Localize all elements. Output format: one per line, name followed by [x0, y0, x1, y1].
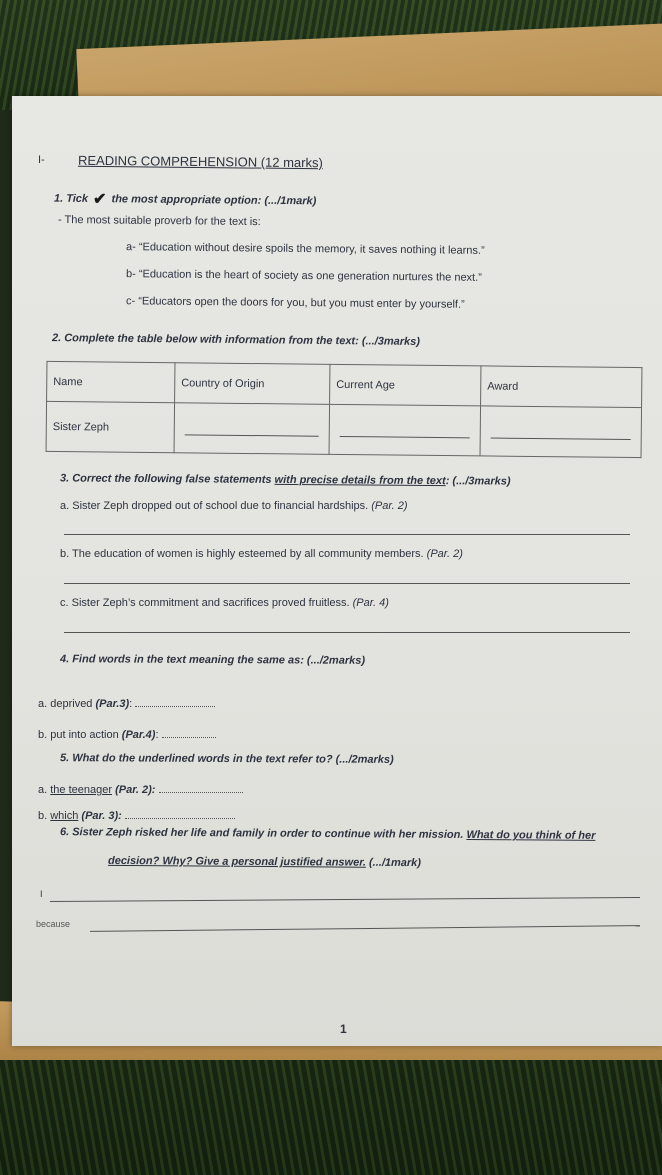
- q4-answer-dots-a[interactable]: [135, 697, 215, 707]
- q5-answer-dots-b[interactable]: [125, 809, 235, 819]
- q1-option-c: c- “Educators open the doors for you, but you must enter by yourself.”: [125, 295, 465, 311]
- q1-option-b: b- “Education is the heart of society as one generation nurtures the next.”: [125, 268, 482, 284]
- q4-item-b-colon: :: [155, 729, 159, 741]
- award-answer-cell[interactable]: [480, 406, 642, 458]
- q1-instruction-text: the most appropriate option: (.../1mark): [111, 193, 317, 208]
- q3-instruction: [60, 472, 511, 487]
- q4-item-a-colon: :: [129, 698, 133, 710]
- q3-item-a: [60, 500, 408, 512]
- page-number: 1: [340, 1022, 347, 1036]
- q5-instruction: 5. What do the underlined words in the text refer to? (.../2marks): [59, 752, 394, 766]
- section-title: READING COMPREHENSION (12 marks): [77, 152, 323, 171]
- q4-item-b-ref: (Par.4): [121, 729, 156, 741]
- q4-item-a-ref: (Par.3): [95, 698, 130, 710]
- exam-sheet: [12, 96, 662, 1046]
- header-name: Name: [47, 361, 175, 402]
- q3-instruction-part1: 3. Correct the following false statements: [59, 472, 275, 486]
- q4-answer-dots-b[interactable]: [162, 728, 216, 738]
- q4-item-a-label: a. deprived: [38, 698, 93, 710]
- q6-instruction-line1: [60, 826, 595, 842]
- info-table: [46, 361, 643, 458]
- q3-instruction-underlined: with precise details from the text: [274, 473, 446, 488]
- q6-answer-line-2[interactable]: [90, 925, 640, 932]
- q5-item-b-ref: (Par. 3):: [81, 810, 122, 822]
- section-number: I-: [38, 154, 45, 166]
- q1-option-a: a- “Education without desire spoils the memory, it saves nothing it learns.”: [125, 241, 485, 257]
- q4-item-b-label: b. put into action: [38, 729, 119, 741]
- header-country: Country of Origin: [175, 363, 330, 405]
- q5-answer-dots-a[interactable]: [159, 783, 243, 793]
- q4-item-b: [38, 728, 216, 741]
- q3-instruction-marks: : (.../3marks): [445, 475, 511, 488]
- age-blank: [340, 434, 470, 437]
- q3-item-a-ref: (Par. 2): [371, 500, 408, 512]
- q1-prefix: 1. Tick: [53, 192, 89, 205]
- country-blank: [185, 433, 319, 436]
- q1-stem: - The most suitable proverb for the text is:: [57, 213, 261, 229]
- q6-instruction-marks: (.../1mark): [365, 856, 422, 870]
- q3-answer-line-c[interactable]: [64, 632, 630, 633]
- q3-item-c: [60, 597, 389, 609]
- q5-item-a: [38, 783, 243, 796]
- q1-instruction: [54, 189, 317, 212]
- q3-item-c-ref: (Par. 4): [352, 597, 389, 609]
- q5-item-a-label: the teenager: [50, 784, 113, 796]
- q3-item-c-text: c. Sister Zeph’s commitment and sacrifices proved fruitless.: [60, 597, 350, 609]
- q6-instruction-part1: 6. Sister Zeph risked her life and family in order to continue with her mission.: [59, 826, 467, 841]
- q5-item-b-prefix: b.: [38, 810, 51, 822]
- q5-item-b: [38, 809, 235, 822]
- q3-item-a-text: a. Sister Zeph dropped out of school due to financial hardships.: [60, 500, 369, 512]
- grass-background-bottom: [0, 1060, 662, 1175]
- header-age: Current Age: [330, 364, 481, 406]
- q6-instruction-line2: [108, 855, 421, 869]
- age-answer-cell[interactable]: [329, 404, 481, 456]
- because-label: because: [36, 919, 71, 929]
- q5-item-b-label: which: [50, 810, 79, 822]
- q3-item-b-text: b. The education of women is highly esteemed by all community members.: [60, 548, 424, 560]
- q6-answer-prefix: I: [40, 889, 43, 899]
- q3-item-b: [60, 548, 463, 560]
- q6-answer-line-1[interactable]: [50, 897, 640, 902]
- row-name: Sister Zeph: [46, 401, 175, 452]
- q3-answer-line-b[interactable]: [64, 583, 630, 584]
- checkmark-icon: ✔: [93, 191, 107, 209]
- q3-item-b-ref: (Par. 2): [426, 548, 463, 560]
- q6-instruction-underlined2: decision? Why? Give a personal justified answer.: [107, 854, 367, 869]
- q5-item-a-ref: (Par. 2):: [115, 784, 156, 796]
- q2-instruction: 2. Complete the table below with information from the text: (.../3marks): [51, 332, 420, 348]
- q4-item-a: [38, 697, 215, 710]
- q4-instruction: 4. Find words in the text meaning the same as: (.../2marks): [59, 653, 366, 667]
- award-blank: [491, 436, 631, 439]
- header-award: Award: [481, 366, 642, 408]
- country-answer-cell[interactable]: [174, 403, 330, 455]
- q3-answer-line-a[interactable]: [64, 534, 630, 535]
- q6-instruction-underlined1: What do you think of her: [466, 828, 596, 842]
- q5-item-a-prefix: a.: [38, 784, 51, 796]
